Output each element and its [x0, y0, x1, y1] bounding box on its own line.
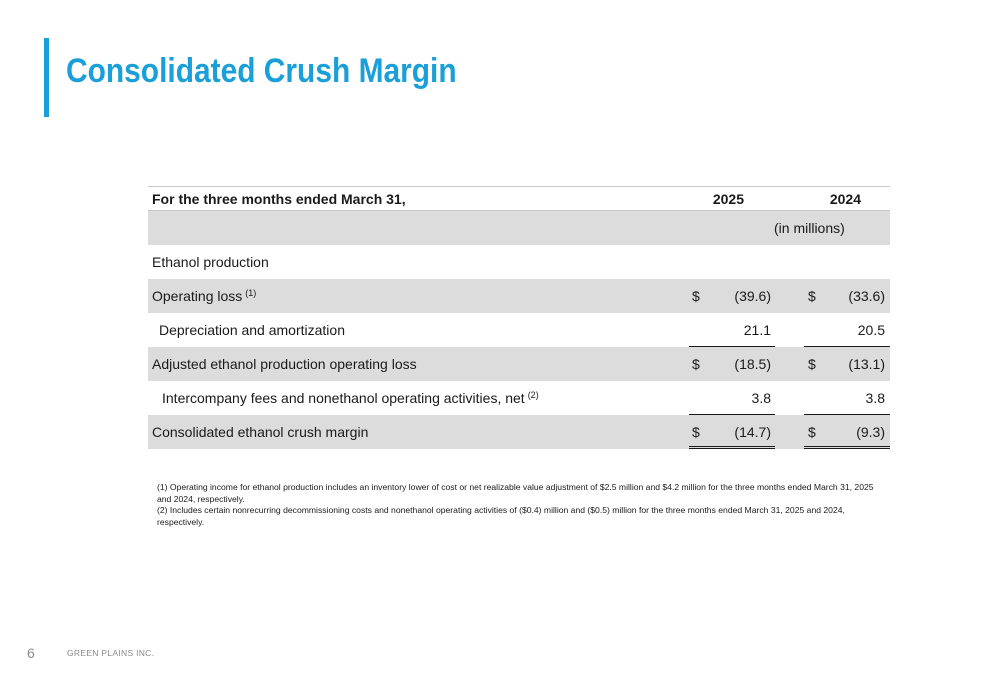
currency-2025: $: [692, 356, 700, 372]
row-label: Depreciation and amortization: [159, 322, 345, 338]
value-2024: (33.6): [848, 288, 885, 304]
footnote-2: (2) Includes certain nonrecurring decommissioning costs and nonethanol operating activities of ($0.4) million and ($0.5) million for the three months ended March 31, 2025 and 2024, respectively.: [157, 505, 845, 527]
footnote-1: (1) Operating income for ethanol production includes an inventory lower of cost or net realizable value adjustment of $2.5 million and $4.2 million for the three months ended March 31, 2025 and 2024, respectively.: [157, 482, 874, 504]
value-2024: (9.3): [856, 424, 885, 440]
currency-2024: $: [808, 356, 816, 372]
currency-2025: $: [692, 288, 700, 304]
table-row: [148, 279, 890, 313]
company-name: GREEN PLAINS INC.: [67, 648, 155, 658]
value-2025: 21.1: [743, 322, 771, 338]
value-2025: (39.6): [734, 288, 771, 304]
currency-2024: $: [808, 424, 816, 440]
page-title: Consolidated Crush Margin: [66, 52, 457, 90]
footnotes: [157, 482, 879, 528]
footnote-ref: (2): [527, 390, 539, 400]
currency-2025: $: [692, 424, 700, 440]
row-label: Adjusted ethanol production operating loss: [152, 356, 417, 372]
row-label: Intercompany fees and nonethanol operating activities, net $^{(2)}$: [162, 390, 539, 406]
period-header: For the three months ended March 31,: [152, 190, 406, 207]
footnote-ref: (1): [245, 288, 257, 298]
row-label: Operating loss $^{(1)}$: [152, 288, 257, 304]
page-number: 6: [27, 645, 35, 661]
total-double-underline-2024: [804, 446, 890, 449]
year-2025-header: 2025: [712, 190, 744, 207]
section-label: Ethanol production: [152, 254, 269, 270]
value-2025: (18.5): [734, 356, 771, 372]
table-header-row: [148, 186, 890, 211]
value-2025: (14.7): [734, 424, 771, 440]
row-label: Consolidated ethanol crush margin: [152, 424, 369, 440]
value-2024: 20.5: [857, 322, 885, 338]
section-row: [148, 245, 890, 279]
title-accent-bar: [44, 38, 49, 117]
crush-margin-table: [148, 186, 890, 449]
year-2024-header: 2024: [829, 190, 861, 207]
total-double-underline-2025: [689, 446, 775, 449]
value-2024: (13.1): [848, 356, 885, 372]
table-row: [148, 313, 890, 347]
table-row: [148, 347, 890, 381]
table-row: [148, 381, 890, 415]
units-row: [148, 211, 890, 245]
currency-2024: $: [808, 288, 816, 304]
value-2025: 3.8: [751, 390, 771, 406]
units-label: (in millions): [774, 220, 845, 236]
table-row: [148, 415, 890, 449]
value-2024: 3.8: [865, 390, 885, 406]
